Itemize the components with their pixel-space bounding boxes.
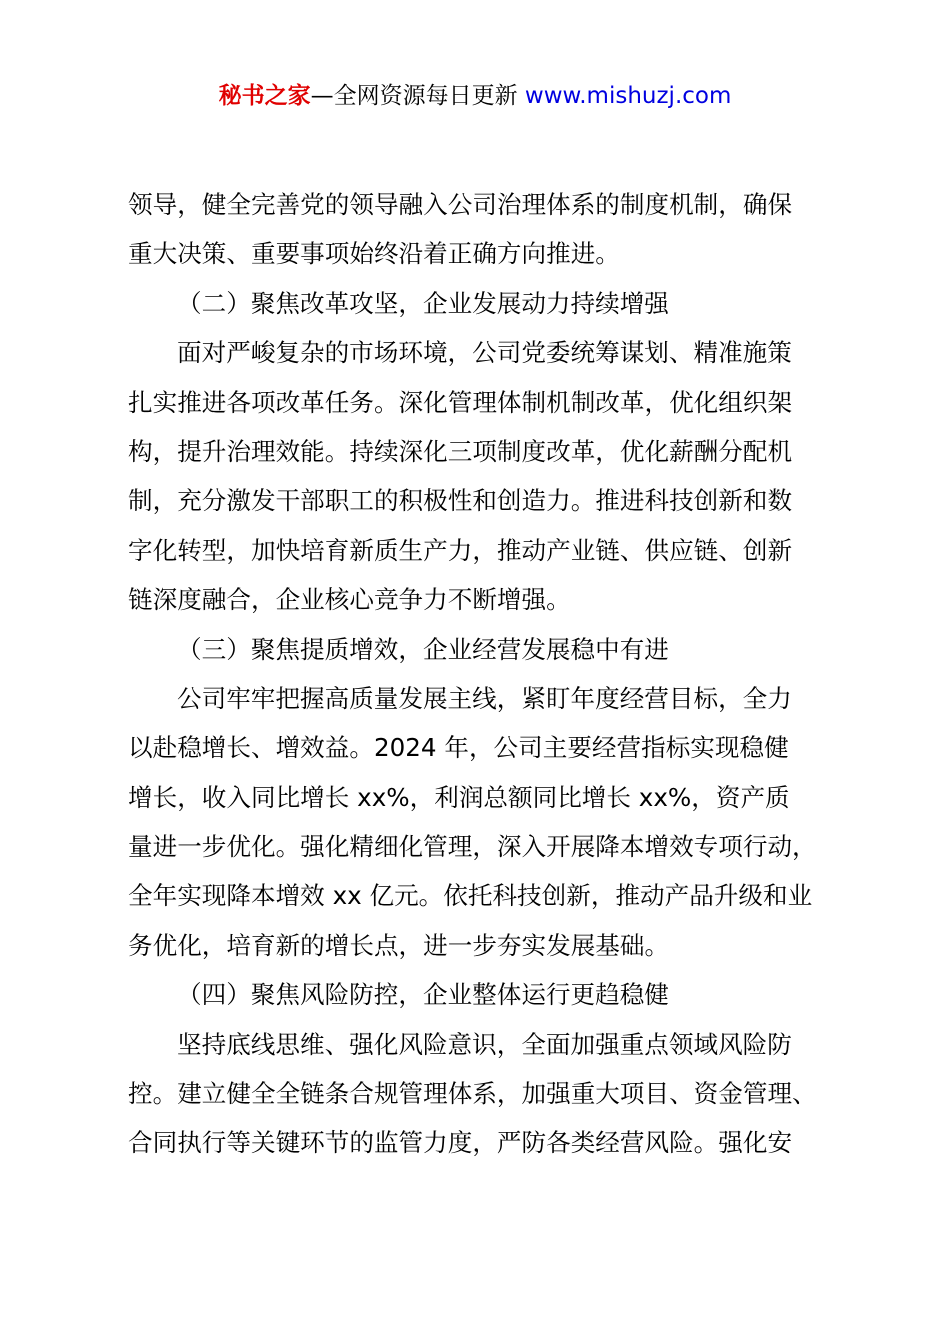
site-name: 秘书之家 xyxy=(218,83,311,109)
section-heading: （四）聚焦风险防控，企业整体运行更趋稳健 xyxy=(177,980,669,1010)
text-line: 增长，收入同比增长 xx%，利润总额同比增长 xx%，资产质 xyxy=(128,782,790,812)
site-url-link[interactable]: www.mishuzj.com xyxy=(524,83,732,109)
section-heading: （二）聚焦改革攻坚，企业发展动力持续增强 xyxy=(177,288,669,318)
document-body xyxy=(128,180,840,1168)
text-line: 控。建立健全全链条合规管理体系，加强重大项目、资金管理、 xyxy=(128,1079,817,1109)
text-line: 坚持底线思维、强化风险意识，全面加强重点领域风险防 xyxy=(177,1029,792,1059)
text-line: 重大决策、重要事项始终沿着正确方向推进。 xyxy=(128,239,620,269)
text-line: 合同执行等关键环节的监管力度，严防各类经营风险。强化安 xyxy=(128,1128,793,1158)
text-line: 领导，健全完善党的领导融入公司治理体系的制度机制，确保 xyxy=(128,190,793,219)
text-line: 量进一步优化。强化精细化管理，深入开展降本增效专项行动， xyxy=(128,832,817,862)
text-line: 链深度融合，企业核心竞争力不断增强。 xyxy=(128,585,571,615)
site-tagline: —全网资源每日更新 xyxy=(310,83,525,109)
text-line: 公司牢牢把握高质量发展主线，紧盯年度经营目标，全力 xyxy=(177,683,792,713)
text-line: 全年实现降本增效 xx 亿元。依托科技创新，推动产品升级和业 xyxy=(128,881,813,911)
text-line: 扎实推进各项改革任务。深化管理体制机制改革，优化组织架 xyxy=(128,387,793,417)
text-line: 构，提升治理效能。持续深化三项制度改革，优化薪酬分配机 xyxy=(128,436,793,466)
text-line: 制，充分激发干部职工的积极性和创造力。推进科技创新和数 xyxy=(128,486,793,516)
site-header xyxy=(0,80,950,112)
text-line: 务优化，培育新的增长点，进一步夯实发展基础。 xyxy=(128,930,670,960)
text-line: 以赴稳增长、增效益。2024 年，公司主要经营指标实现稳健 xyxy=(128,733,789,763)
text-line: 面对严峻复杂的市场环境，公司党委统筹谋划、精准施策 xyxy=(177,338,792,368)
section-heading: （三）聚焦提质增效，企业经营发展稳中有进 xyxy=(177,634,669,664)
text-line: 字化转型，加快培育新质生产力，推动产业链、供应链、创新 xyxy=(128,535,793,565)
